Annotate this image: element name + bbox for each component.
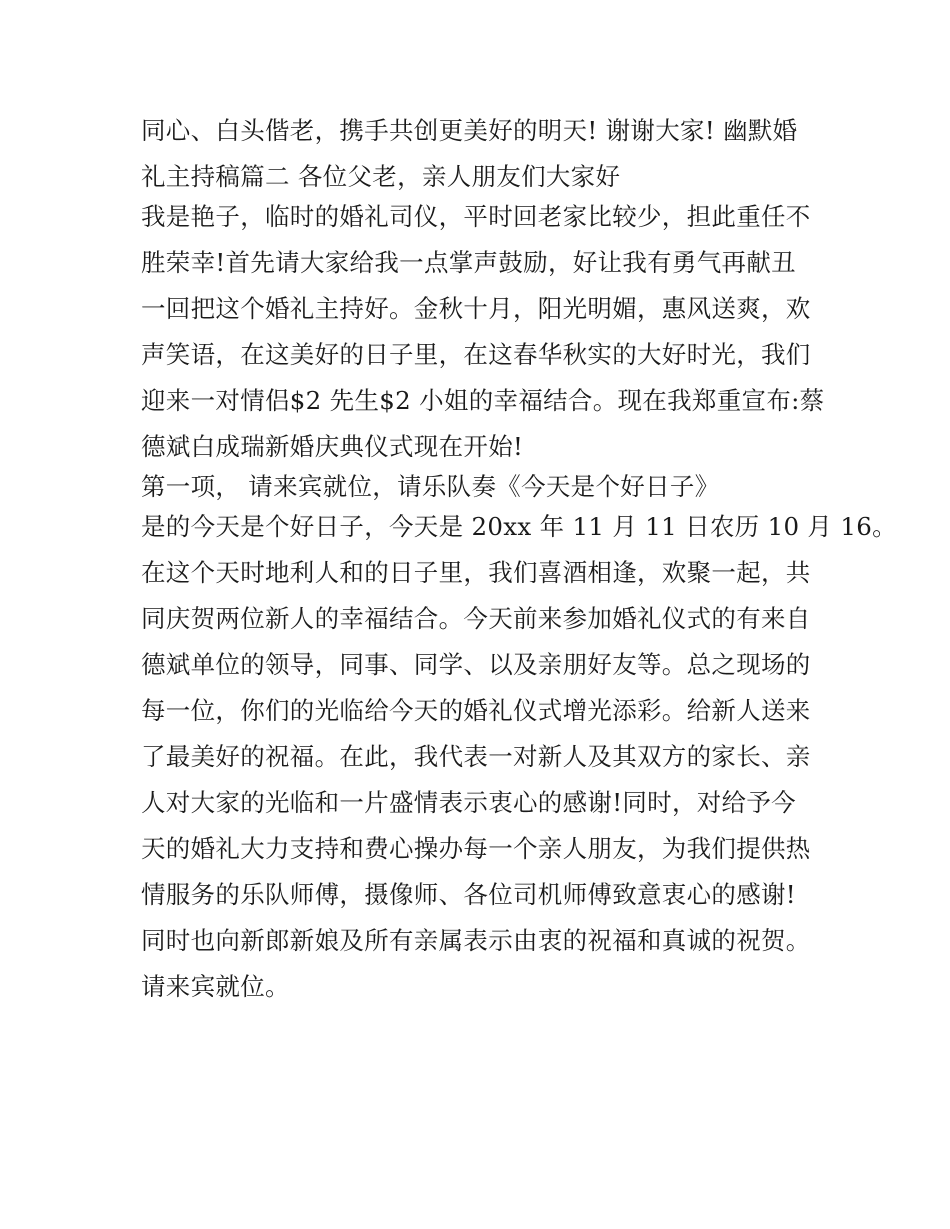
text-line: 一回把这个婚礼主持好。金秋十月，阳光明媚，惠风送爽，欢 <box>141 294 811 323</box>
text-line: 每一位，你们的光临给今天的婚礼仪式增光添彩。给新人送来 <box>141 696 811 725</box>
text-line: 情服务的乐队师傅，摄像师、各位司机师傅致意衷心的感谢! <box>141 880 796 909</box>
text-line: 第一项， 请来宾就位，请乐队奏《今天是个好日子》 <box>141 472 720 501</box>
text-line: 胜荣幸!首先请大家给我一点掌声鼓励，好让我有勇气再献丑 <box>141 248 796 277</box>
text-line: 我是艳子，临时的婚礼司仪，平时回老家比较少，担此重任不 <box>141 202 811 231</box>
document-body <box>141 108 897 1010</box>
text-line: 声笑语，在这美好的日子里，在这春华秋实的大好时光，我们 <box>141 340 811 369</box>
text-line: 在这个天时地利人和的日子里，我们喜酒相逢，欢聚一起，共 <box>141 558 811 587</box>
text-line: 天的婚礼大力支持和费心操办每一个亲人朋友，为我们提供热 <box>141 834 811 863</box>
text-line: 迎来一对情侣$2 先生$2 小姐的幸福结合。现在我郑重宣布:蔡 <box>141 386 825 415</box>
text-line: 是的今天是个好日子，今天是 20xx 年 11 月 11 日农历 10 月 16。 <box>141 512 897 541</box>
text-line: 人对大家的光临和一片盛情表示衷心的感谢!同时，对给予今 <box>141 788 796 817</box>
text-line: 同庆贺两位新人的幸福结合。今天前来参加婚礼仪式的有来自 <box>141 604 811 633</box>
text-line: 同心、白头偕老，携手共创更美好的明天! 谢谢大家! 幽默婚 <box>141 116 798 145</box>
text-line: 同时也向新郎新娘及所有亲属表示由衷的祝福和真诚的祝贺。 <box>141 926 811 955</box>
text-line: 请来宾就位。 <box>141 972 290 1001</box>
text-line: 德斌白成瑞新婚庆典仪式现在开始! <box>141 432 524 461</box>
text-line: 德斌单位的领导，同事、同学、以及亲朋好友等。总之现场的 <box>141 650 811 679</box>
text-line: 礼主持稿篇二 各位父老，亲人朋友们大家好 <box>141 162 621 191</box>
text-line: 了最美好的祝福。在此，我代表一对新人及其双方的家长、亲 <box>141 742 811 771</box>
